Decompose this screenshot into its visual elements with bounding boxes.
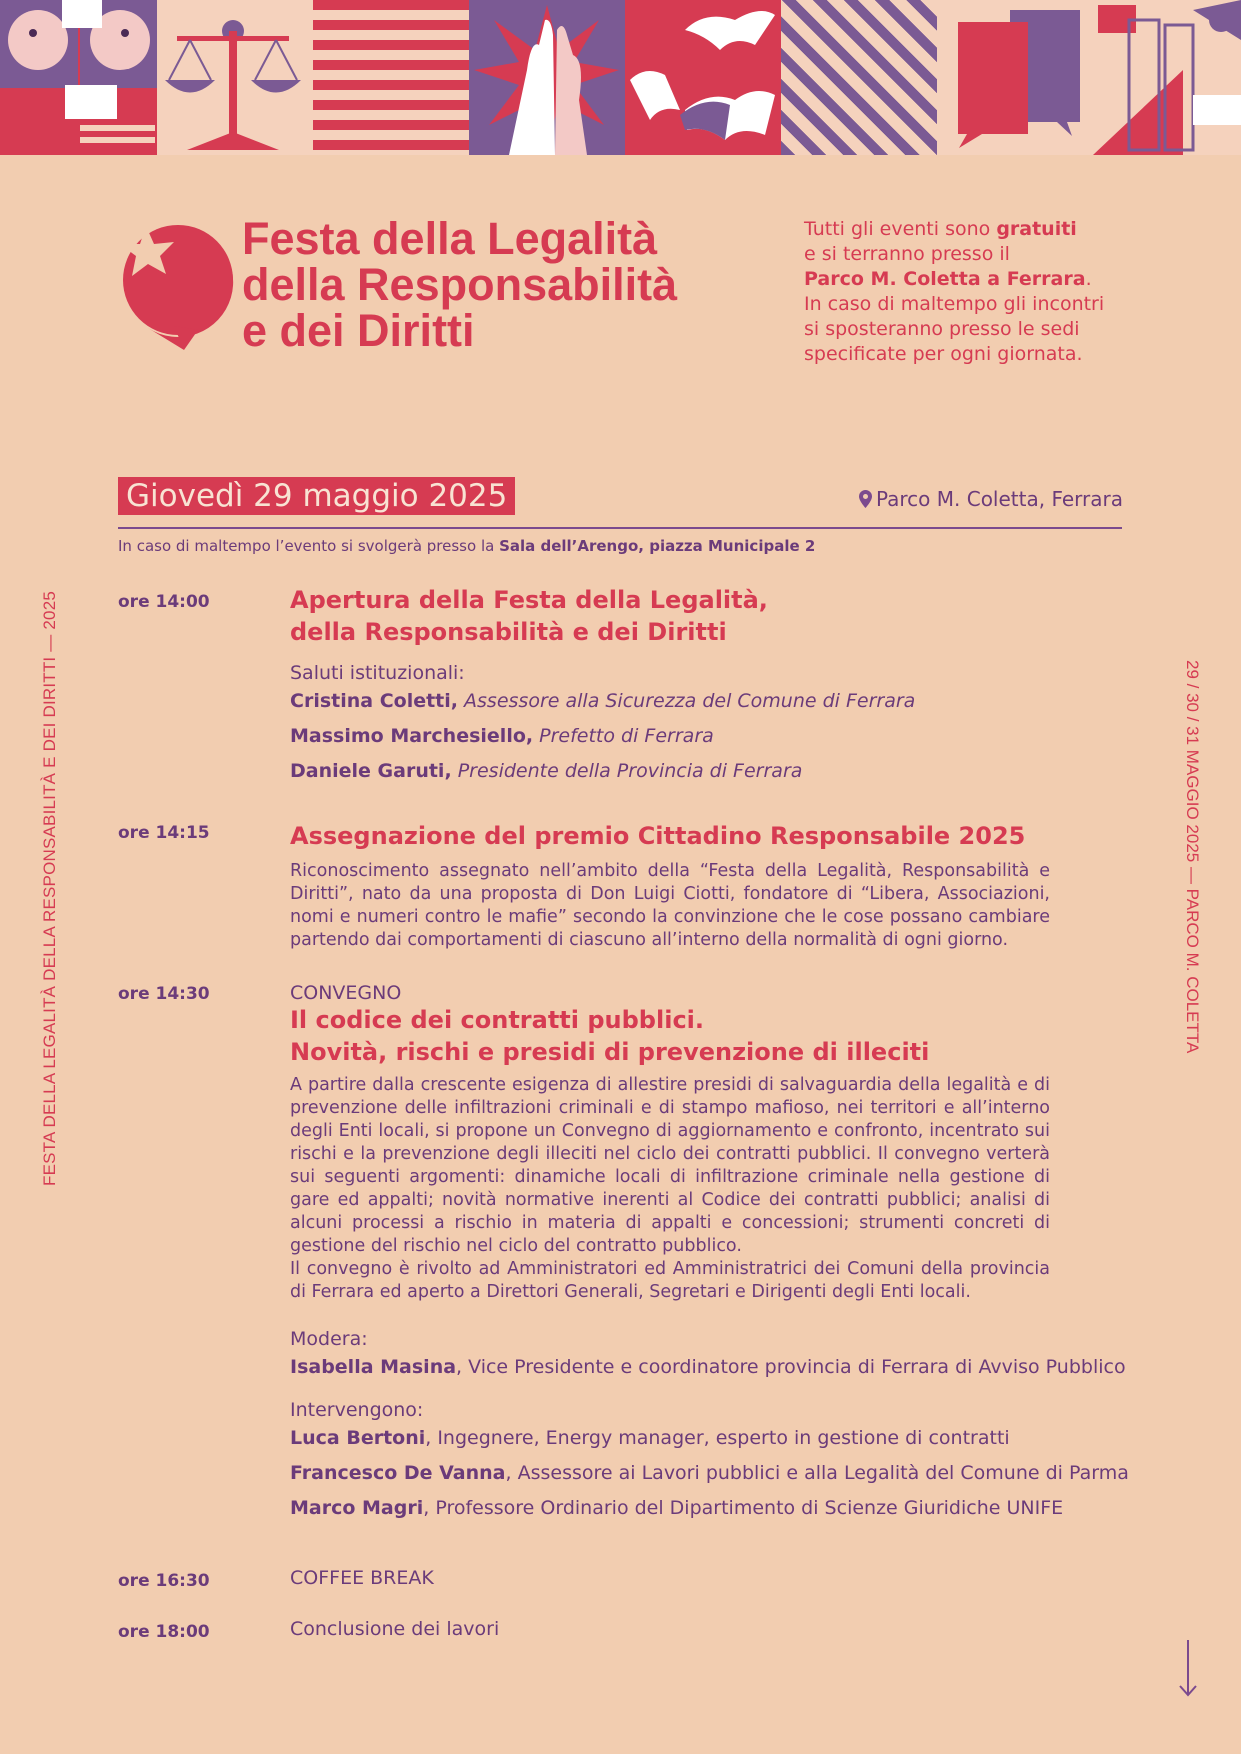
hands-illustration <box>469 0 625 155</box>
speaker-role: , Vice Presidente e coordinatore provincia di Ferrara di Avviso Pubblico <box>456 1356 1126 1378</box>
event-title: Assegnazione del premio Cittadino Responsabile 2025 <box>290 822 1026 850</box>
divider <box>118 527 1122 529</box>
speaker-name: Cristina Coletti, <box>290 690 458 712</box>
speaker-name: Isabella Masina <box>290 1356 457 1378</box>
weather-note <box>118 537 815 555</box>
speaker-role: Prefetto di Ferrara <box>533 725 714 747</box>
header-banner <box>0 0 1241 155</box>
diagonal-striped-tile <box>781 0 937 155</box>
speaker <box>290 754 1050 789</box>
event-conference <box>290 982 1129 1526</box>
speaker <box>290 684 1050 719</box>
info-free: gratuiti <box>996 218 1077 240</box>
event-description: Il convegno è rivolto ad Amministratori ed Amministratrici dei Comuni della provincia di Ferrara ed aperto a Direttori Generali, Segretari e Dirigenti degli Enti locali. <box>290 1259 1050 1302</box>
event-award <box>290 820 1050 952</box>
speaker-role: Assessore alla Sicurezza del Comune di Ferrara <box>458 690 916 712</box>
speaker-name: Francesco De Vanna <box>290 1462 506 1484</box>
event-title <box>290 584 1050 648</box>
speaker <box>290 1421 1150 1456</box>
event-kind: CONVEGNO <box>290 982 402 1004</box>
buildings-illustration <box>1093 0 1241 155</box>
note-text: In caso di maltempo l’evento si svolgerà presso la <box>118 537 500 555</box>
event-time: ore 14:00 <box>118 592 210 612</box>
moderator-label: Modera: <box>290 1328 368 1350</box>
event-title-line: Apertura della Festa della Legalità, <box>290 586 768 614</box>
speakers-label: Intervengono: <box>290 1399 424 1421</box>
page-title <box>242 213 678 356</box>
festival-logo-icon <box>118 222 238 352</box>
info-text: . <box>1085 268 1092 290</box>
event-title-line: Il codice dei contratti pubblici. <box>290 1006 705 1034</box>
speaker <box>290 1491 1150 1526</box>
moderator <box>290 1350 1150 1385</box>
speaker-role: , Professore Ordinario del Dipartimento di Scienze Giuridiche UNIFE <box>423 1497 1064 1519</box>
day-place <box>859 487 1123 511</box>
event-title-line: Novità, rischi e presidi di prevenzione di illeciti <box>290 1038 930 1066</box>
info-text: In caso di maltempo gli incontri <box>804 293 1105 315</box>
event-time: ore 18:00 <box>118 1622 210 1642</box>
speaker <box>290 719 1050 754</box>
place-label: Parco M. Coletta, Ferrara <box>875 487 1123 511</box>
side-label-left: FESTA DELLA LEGALITÀ DELLA RESPONSABILITÀ E DEI DIRITTI — 2025 <box>40 590 59 1186</box>
books-illustration <box>625 0 781 155</box>
event-title <box>290 1004 1050 1068</box>
day-date: Giovedì 29 maggio 2025 <box>118 477 515 515</box>
note-venue: Sala dell’Arengo, piazza Municipale 2 <box>499 537 816 555</box>
greetings-label: Saluti istituzionali: <box>290 662 465 684</box>
speaker-name: Daniele Garuti, <box>290 760 452 782</box>
arrow-down-icon <box>1178 1640 1198 1698</box>
scales-illustration <box>157 0 313 155</box>
faces-illustration <box>0 0 157 155</box>
info-text: e si terranno presso il <box>804 243 1010 265</box>
event-description: A partire dalla crescente esigenza di allestire presidi di salvaguardia della legalità e di prevenzione delle infiltrazioni criminali e di stampo mafioso, nei territori e all’interno degli Enti locali, si propone un Convegno di aggiornamento e confronto, incentrato sui rischi e la prevenzione degli illeciti nel ciclo dei contratti pubblici. Il convegno verterà sui seguenti argomenti: dinamiche locali di infiltrazione criminale nella gestione di gare ed appalti; novità normative inerenti al Codice dei contratti pubblici; analisi di alcuni processi a rischio in materia di appalti e concessioni; strumenti concreti di gestione del rischio nel ciclo del contratto pubblico. <box>290 1075 1050 1256</box>
event-time: ore 14:15 <box>118 823 210 843</box>
event-title-line: della Responsabilità e dei Diritti <box>290 618 727 646</box>
event-opening <box>290 584 1050 789</box>
info-text: specificate per ogni giornata. <box>804 343 1083 365</box>
map-pin-icon <box>859 490 872 508</box>
speaker-role: , Assessore ai Lavori pubblici e alla Legalità del Comune di Parma <box>505 1462 1129 1484</box>
event-info <box>804 217 1224 367</box>
info-text: si sposteranno presso le sedi <box>804 318 1080 340</box>
speech-bubbles-illustration <box>937 0 1093 155</box>
event-closing: Conclusione dei lavori <box>290 1618 500 1640</box>
event-description: Riconoscimento assegnato nell’ambito della “Festa della Legalità, Responsabilità e Diritti”, nato da una proposta di Don Luigi Ciotti, fondatore di “Libera, Associazioni, nomi e numeri contro le mafie” secondo la convinzione che le cose possano cambiare partendo dai comportamenti di ciascuno all’interno della normalità di ogni giorno. <box>290 861 1050 950</box>
speaker-role: Presidente della Provincia di Ferrara <box>451 760 803 782</box>
title-line-1: Festa della Legalità <box>242 213 658 264</box>
title-line-2: della Responsabilità <box>242 259 678 310</box>
info-text: Tutti gli eventi sono <box>804 218 997 240</box>
event-coffee-break: COFFEE BREAK <box>290 1567 434 1589</box>
event-time: ore 14:30 <box>118 984 210 1004</box>
speaker-name: Massimo Marchesiello, <box>290 725 534 747</box>
speaker <box>290 1456 1150 1491</box>
speaker-name: Luca Bertoni <box>290 1427 426 1449</box>
title-line-3: e dei Diritti <box>242 305 475 356</box>
info-venue: Parco M. Coletta a Ferrara <box>804 268 1086 290</box>
striped-tile <box>313 0 469 155</box>
side-label-right: 29 / 30 / 31 MAGGIO 2025 — PARCO M. COLETTA <box>1183 660 1202 1054</box>
event-time: ore 16:30 <box>118 1571 210 1591</box>
speaker-name: Marco Magri <box>290 1497 424 1519</box>
speaker-role: , Ingegnere, Energy manager, esperto in gestione di contratti <box>425 1427 1010 1449</box>
